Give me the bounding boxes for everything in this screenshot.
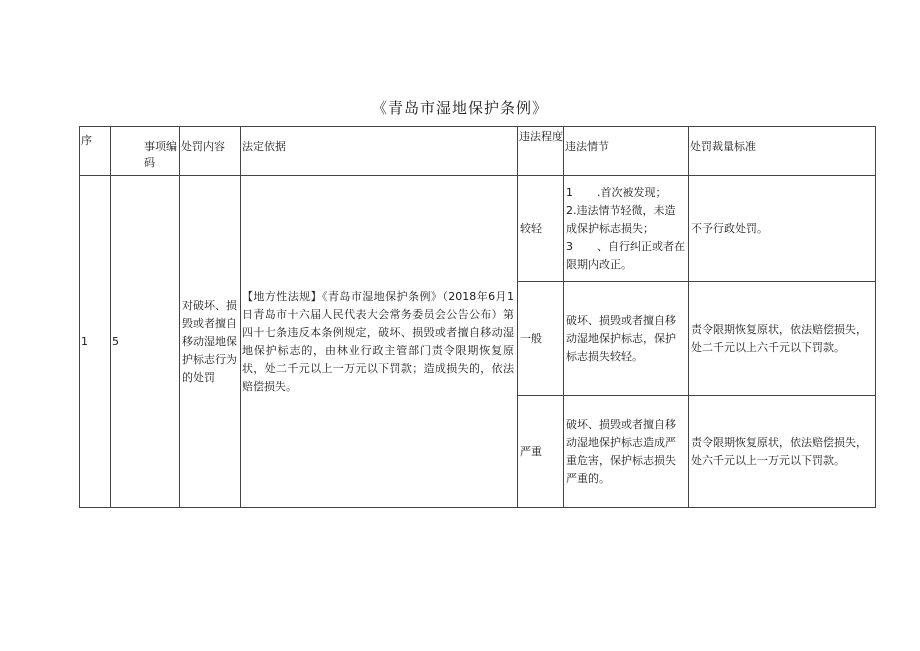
circumstance-severe: 破坏、损毁或者擅自移动湿地保护标志造成严重危害，保护标志损失严重的。 xyxy=(564,396,689,508)
cell-code: 5 xyxy=(111,176,180,508)
document-title: 《青岛市湿地保护条例》 xyxy=(371,99,548,117)
standard-general: 责令限期恢复原状，依法赔偿损失，处二千元以上六千元以下罚款。 xyxy=(689,282,876,396)
degree-severe: 严重 xyxy=(518,396,564,508)
standard-light: 不予行政处罚。 xyxy=(689,176,876,282)
header-code: 事项编码 xyxy=(111,127,180,176)
header-degree: 违法程度 xyxy=(518,127,564,176)
header-basis: 法定依据 xyxy=(241,127,518,176)
circumstance-light xyxy=(564,176,689,282)
table-row xyxy=(80,176,876,282)
header-circumstance: 违法情节 xyxy=(564,127,689,176)
header-content: 处罚内容 xyxy=(180,127,241,176)
circumstance-general: 破坏、损毁或者擅自移动湿地保护标志，保护标志损失较轻。 xyxy=(564,282,689,396)
degree-general: 一般 xyxy=(518,282,564,396)
cell-content: 对破坏、损毁或者擅自移动湿地保护标志行为的处罚 xyxy=(180,176,241,508)
cell-basis: 【地方性法规】《青岛市湿地保护条例》（2018年6月1日青岛市十六届人民代表大会常务委员会公告公布）第四十七条违反本条例规定，破坏、损毁或者擅自移动湿地保护标志的，由林业行政主管部门责令限期恢复原状，处二千元以上一万元以下罚款；造成损失的，依法赔偿损失。 xyxy=(241,176,518,508)
standard-severe: 责令限期恢复原状，依法赔偿损失，处六千元以上一万元以下罚款。 xyxy=(689,396,876,508)
circumstance-item: 2.违法情节轻微，未造成保护标志损失； xyxy=(566,203,676,235)
circumstance-item: 1 .首次被发现； xyxy=(566,185,667,199)
penalty-table xyxy=(79,126,876,508)
header-standard: 处罚裁量标准 xyxy=(689,127,876,176)
header-no: 序 xyxy=(80,127,111,176)
degree-light: 较轻 xyxy=(518,176,564,282)
cell-no: 1 xyxy=(80,176,111,508)
header-row xyxy=(80,127,876,176)
circumstance-item: 3 、自行纠正或者在限期内改正。 xyxy=(566,239,685,271)
